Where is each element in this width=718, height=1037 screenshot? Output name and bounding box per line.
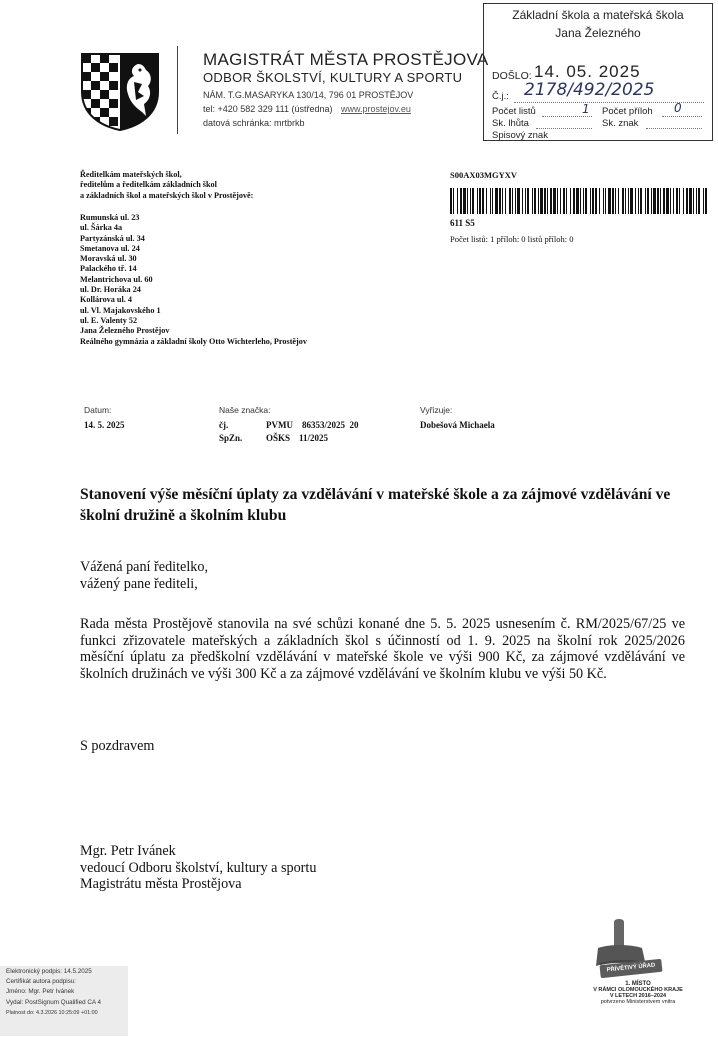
barcode-bar: [603, 188, 604, 214]
list-item: Moravská ul. 30: [80, 254, 137, 264]
stamp-ref-handwritten: 2178/492/2025: [524, 80, 655, 100]
barcode-bar: [538, 188, 539, 214]
barcode-bar: [605, 188, 606, 214]
barcode-bar: [482, 188, 484, 214]
signatory-name: Mgr. Petr Ivánek: [80, 843, 176, 859]
barcode-bar: [583, 188, 584, 214]
website-link[interactable]: www.prostejov.eu: [341, 104, 411, 114]
esig-cert: Certifikát autora podpisu:: [6, 978, 77, 986]
signature-block: [80, 843, 685, 893]
city-coat-of-arms-logo: [80, 52, 160, 132]
barcode-bar: [696, 188, 697, 214]
barcode-bar: [553, 188, 556, 214]
barcode-bar: [630, 188, 633, 214]
letter-body: Rada města Prostějově stanovila na své schůzi konané dne 5. 5. 2025 usnesením č. RM/2025/67/25 ve funkci zřizovatele mateřských a základních škol s účinností od 1. 9. 2025 na školní rok 2025/2026 měsíční úplatu za předškolní vzdělávání v mateřské škole ve výši 900 Kč, za zájmové vzdělávání ve školních družinách ve výši 300 Kč a za zájmové vzdělávání ve školním klubu ve výši 50 Kč.: [80, 616, 685, 682]
barcode-bar: [490, 188, 491, 214]
list-item: ul. Dr. Horáka 24: [80, 285, 141, 295]
barcode-bar: [689, 188, 692, 214]
list-item: Palackého tř. 14: [80, 264, 137, 274]
addressee-intro: [80, 170, 253, 201]
barcode-bar: [679, 188, 680, 214]
esig-signed: Elektronický podpis: 14.5.2025: [6, 968, 92, 975]
signatory-position: vedoucí Odboru školství, kultury a sportu: [80, 859, 317, 876]
barcode-bar: [673, 188, 674, 214]
barcode-bar: [576, 188, 579, 214]
barcode-bar: [628, 188, 629, 214]
barcode-bar: [705, 188, 707, 214]
date-label: Datum:: [84, 405, 112, 415]
letter-subject: Stanovení výše měsíční úplaty za vzdělávání v mateřské škole a za zájmové vzdělávání ve školní družině a školním klubu: [80, 486, 671, 524]
electronic-signature-box: [0, 966, 128, 1036]
barcode-bar: [670, 188, 671, 214]
stamp-ref-label: Č.j.:: [492, 91, 509, 102]
spzn-value: OŠKS 11/2025: [266, 433, 329, 443]
barcode-bar: [450, 188, 452, 214]
list-item: Kollárova ul. 4: [80, 295, 132, 305]
esig-valid: Platnost do: 4.3.2026 10:25:09 +01:00: [6, 1009, 98, 1016]
phone-number: tel: +420 582 329 111 (ústředna): [203, 104, 333, 114]
barcode-bar: [509, 188, 511, 214]
spzn-label: SpZn.: [219, 433, 243, 443]
barcode-bar: [653, 188, 656, 214]
barcode-bar: [663, 188, 665, 214]
document-counts: Počet listů: 1 příloh: 0 listů příloh: 0: [450, 234, 574, 244]
barcode-bar: [660, 188, 661, 214]
stamp-deadline-label: Sk. lhůta: [492, 118, 529, 129]
award-confirm: potvrzeno Ministerstvem vnitra: [600, 999, 676, 1005]
barcode-bar: [615, 188, 616, 214]
barcode-bar: [608, 188, 611, 214]
barcode-bar: [647, 188, 649, 214]
barcode-bar: [625, 188, 626, 214]
barcode-bar: [599, 188, 600, 214]
barcode-bar: [534, 188, 536, 214]
barcode-bar: [566, 188, 567, 214]
award-years: V LETECH 2016–2024: [609, 993, 667, 999]
barcode-bar: [492, 188, 493, 214]
barcode-bar: [515, 188, 516, 214]
barcode-bar: [560, 188, 561, 214]
office-address: NÁM. T.G.MASARYKA 130/14, 796 01 PROSTĚJOV: [203, 90, 414, 100]
list-item: ul. E. Valenty 52: [80, 315, 138, 325]
barcode-bar: [479, 188, 481, 214]
barcode-bar: [686, 188, 688, 214]
barcode-bar: [517, 188, 520, 214]
barcode-bar: [477, 188, 478, 214]
barcode-bar: [460, 188, 462, 214]
barcode-bar: [550, 188, 552, 214]
stamp-pages-handwritten: 1: [582, 102, 590, 116]
barcode-bar: [563, 188, 565, 214]
stamp-received-date: 14. 05. 2025: [534, 62, 641, 81]
barcode-bar: [573, 188, 575, 214]
list-item: Jana Železného Prostějov: [80, 326, 170, 336]
list-item: Melantrichova ul. 60: [80, 274, 153, 284]
barcode-bar: [585, 188, 587, 214]
closing: S pozdravem: [80, 738, 155, 754]
barcode-bar: [540, 188, 543, 214]
barcode-bar: [505, 188, 506, 214]
stamp-attachments-handwritten: 0: [674, 101, 682, 115]
barcode-bar: [645, 188, 646, 214]
barcode-bar: [512, 188, 513, 214]
barcode-bar: [580, 188, 581, 214]
list-item: Partyzánská ul. 34: [80, 233, 145, 243]
barcode-bar: [486, 188, 487, 214]
barcode-bar: [612, 188, 614, 214]
barcode-bar: [453, 188, 454, 214]
esig-issuer: Vydal: PostSignum Qualified CA 4: [6, 998, 101, 1006]
barcode-number: 611 S5: [450, 218, 475, 228]
signatory-office: Magistrátu města Prostějova: [80, 876, 242, 892]
barcode-bar: [640, 188, 642, 214]
award-region: V RÁMCI OLOMOUCKÉHO KRAJE: [593, 987, 683, 993]
award-text: [582, 981, 694, 1005]
contact-line: [203, 104, 411, 114]
department-name: ODBOR ŠKOLSTVÍ, KULTURY A SPORTU: [203, 70, 463, 85]
stamp-file-label: Spisový znak: [492, 130, 548, 141]
barcode-bar: [595, 188, 597, 214]
award-ribbon-text: PŘÍVĚTIVÝ ÚŘAD: [606, 962, 656, 974]
list-item: Reálného gymnázia a základní školy Otto Wichterleho, Prostějov: [80, 336, 307, 346]
stamp-school-name: Základní škola a mateřská škola: [512, 8, 684, 22]
barcode-bar: [570, 188, 571, 214]
barcode-bar: [618, 188, 619, 214]
data-box-id: datová schránka: mrtbrkb: [203, 118, 305, 128]
barcode-bar: [638, 188, 639, 214]
salutation: [80, 559, 685, 592]
barcode-bar: [527, 188, 529, 214]
cj-label: čj.: [219, 420, 229, 430]
handler-value: Dobešová Michaela: [420, 420, 495, 430]
document-code: S00AX03MGYXV: [450, 170, 518, 180]
barcode-bar: [544, 188, 546, 214]
barcode-bar: [676, 188, 678, 214]
barcode-bar: [590, 188, 591, 214]
barcode-bar: [666, 188, 669, 214]
addressee-list: [80, 213, 307, 347]
document-barcode: [450, 188, 708, 214]
header-divider: [177, 46, 178, 134]
stamp-attachments-label: Počet příloh: [602, 106, 653, 117]
registration-stamp: [483, 3, 713, 141]
barcode-bar: [693, 188, 694, 214]
list-item: Rumunská ul. 23: [80, 213, 140, 222]
barcode-bar: [499, 188, 501, 214]
barcode-bar: [532, 188, 533, 214]
addressee-intro-line: a základních škol a mateřských škol v Prostějově:: [80, 190, 254, 200]
barcode-bar: [470, 188, 471, 214]
list-item: ul. Šárka 4a: [80, 223, 123, 233]
barcode-bar: [472, 188, 474, 214]
barcode-bar: [525, 188, 526, 214]
barcode-bar: [703, 188, 704, 214]
barcode-bar: [622, 188, 624, 214]
esig-name: Jméno: Mgr. Petr Ivánek: [6, 988, 75, 996]
barcode-bar: [683, 188, 684, 214]
list-item: ul. Vl. Majakovského 1: [80, 305, 161, 315]
salutation-line: vážený pane řediteli,: [80, 575, 198, 592]
cj-value: PVMU 86353/2025 20: [266, 420, 359, 430]
barcode-bar: [635, 188, 636, 214]
org-name: MAGISTRÁT MĚSTA PROSTĚJOVA: [203, 50, 489, 69]
award-place: 1. MÍSTO: [625, 981, 651, 987]
barcode-bar: [592, 188, 594, 214]
barcode-bar: [657, 188, 659, 214]
barcode-bar: [463, 188, 466, 214]
barcode-bar: [467, 188, 468, 214]
stamp-mark-label: Sk. znak: [602, 118, 639, 129]
barcode-bar: [557, 188, 558, 214]
reference-label: Naše značka:: [219, 405, 271, 415]
barcode-bar: [698, 188, 700, 214]
salutation-line: Vážená paní ředitelko,: [80, 559, 209, 575]
addressee-intro-line: ředitelům a ředitelkám základních škol: [80, 180, 217, 190]
list-item: Smetanova ul. 24: [80, 243, 140, 253]
stamp-school-name-2: Jana Železného: [555, 26, 641, 40]
date-value: 14. 5. 2025: [84, 420, 125, 430]
stamp-received-label: DOŠLO:: [492, 70, 532, 82]
barcode-bar: [502, 188, 503, 214]
barcode-bar: [495, 188, 498, 214]
barcode-bar: [651, 188, 652, 214]
stamp-pages-label: Počet listů: [492, 106, 536, 117]
addressee-intro-line: Ředitelkám mateřských škol,: [80, 170, 182, 179]
barcode-bar: [457, 188, 458, 214]
handler-label: Vyřizuje:: [420, 405, 453, 415]
barcode-bar: [547, 188, 548, 214]
barcode-bar: [522, 188, 523, 214]
